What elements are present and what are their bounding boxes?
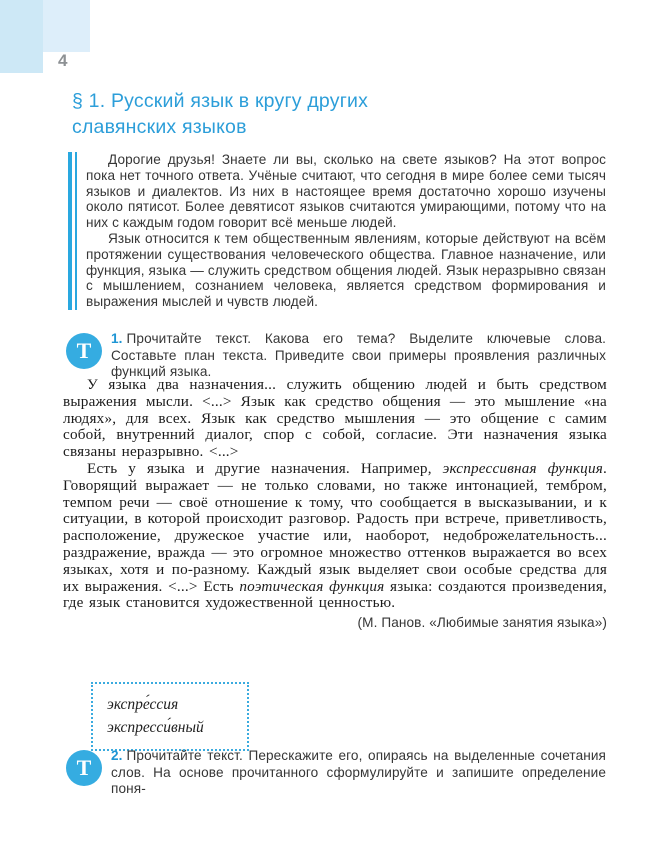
exercise-2 (66, 748, 606, 798)
reading-paragraph-2: Есть у языка и другие назначения. Например, экспрессивная функция. Говорящий выражает — не только словами, но также интонацией, тембром, темпом речи — своё отношение к тому, что сообщается в высказывании, и к ситуации, в которой происходит разговор. Радость при встрече, приветливость, расположение, дружеское участие или, наоборот, недоброжелательность... раздражение, вражда — это огромное множество оттенков выражается во всех языках, хотя и по-разному. Каждый язык выделяет свои особые средства для их выражения. <...> Есть поэтическая функция языка: создаются произведения, где язык становится художественной ценностью. (63, 459, 608, 612)
vocabulary-box (91, 682, 249, 751)
exercise-1-text (111, 331, 606, 381)
corner-decoration-tall (0, 0, 43, 73)
page-number: 4 (58, 51, 68, 70)
reading-text (63, 377, 607, 632)
exercise-2-number: 2. (111, 748, 123, 763)
vocab-word-2: экспресси́вный (107, 719, 204, 736)
citation: (М. Панов. «Любимые занятия языка») (357, 615, 607, 631)
intro-text (86, 152, 606, 310)
exercise-1-instruction: Прочитайте текст. Какова его тема? Выделите ключевые слова. Составьте план текста. Приведите свои примеры проявления различных функций языка. (111, 331, 606, 380)
exercise-2-text (111, 748, 606, 798)
section-heading-line1: § 1. Русский язык в кругу других (72, 90, 369, 112)
vocab-word-1: экспре́ссия (107, 696, 179, 713)
exercise-type-icon: Т (66, 750, 102, 786)
exercise-1-number: 1. (111, 331, 123, 346)
exercise-1 (66, 331, 606, 381)
section-heading (72, 88, 492, 140)
accent-bar-thin (75, 152, 77, 310)
intro-paragraph-2: Язык относится к тем общественным явлениям, которые действуют на всём протяжении существования человеческого общества. Главное назначение, или функция, языка — служить средством общения людей. Язык неразрывно связан с мышлением, сознанием человека, является средством формирования и выражения мыслей и чувств людей. (86, 230, 606, 310)
exercise-2-instruction: Прочитайте текст. Перескажите его, опираясь на выделенные сочетания слов. На основе прочитанного сформулируйте и запишите определение поня- (111, 748, 606, 797)
exercise-type-icon: Т (66, 333, 102, 369)
section-heading-line2: славянских языков (72, 116, 247, 138)
intro-block (68, 152, 606, 310)
intro-paragraph-1: Дорогие друзья! Знаете ли вы, сколько на свете языков? На этот вопрос пока нет точного ответа. Учёные считают, что сегодня в мире более семи тысяч языков и диалектов. Из них в настоящее время достаточно хорошо изучены около пятисот. Более девятисот языков считаются умирающими, потому что на них с каждым годом говорит всё меньше людей. (86, 152, 606, 231)
accent-bars (68, 152, 77, 310)
reading-paragraph-1: У языка два назначения... служить общению людей и быть средством выражения мысли. <...> Язык как средство общения — это мышление «на людях», для всех. Язык как средство мышления — это общение с самим собой, внутренний диалог, спор с собой, согласие. Эти назначения языка связаны неразрывно. <...> (63, 376, 607, 461)
